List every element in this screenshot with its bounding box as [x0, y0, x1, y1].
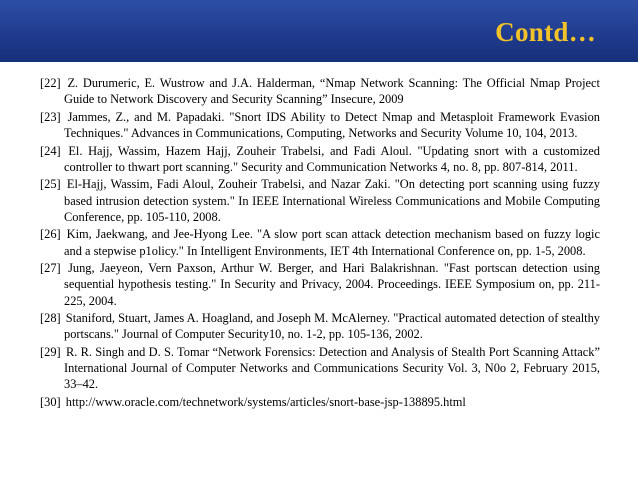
reference-item — [40, 260, 600, 309]
reference-item — [40, 226, 600, 258]
reference-number: [22] — [40, 76, 61, 90]
reference-number: [28] — [40, 311, 61, 326]
reference-item — [40, 75, 600, 107]
slide-header-bar — [0, 0, 638, 62]
reference-number: [25] — [40, 177, 61, 192]
reference-number: [24] — [40, 143, 61, 158]
reference-text: Jung, Jaeyeon, Vern Paxson, Arthur W. Berger, and Hari Balakrishnan. "Fast portscan detection using sequential hypothesis testing." In Security and Privacy, 2004. Proceedings. IEEE Symposium on, pp. 211-225, 2004. — [64, 261, 600, 308]
reference-text: R. R. Singh and D. S. Tomar “Network Forensics: Detection and Analysis of Stealth Port Scanning Attack” International Journal of Computer Networks and Communications Security Vol. 3, N0o 2, February 2015, 33–42. — [64, 344, 600, 392]
reference-text: Kim, Jaekwang, and Jee-Hyong Lee. "A slow port scan attack detection mechanism based on fuzzy logic and a stepwise p1olicy." In Intelligent Environments, IET 4th International Conference on, pp. 1-5, 2008. — [64, 227, 600, 258]
reference-list — [40, 75, 600, 412]
reference-text: http://www.oracle.com/technetwork/systems/articles/snort-base-jsp-138895.html — [65, 394, 466, 409]
reference-number: [30] — [40, 394, 61, 409]
reference-item — [40, 143, 600, 175]
reference-item — [40, 344, 600, 393]
reference-number: [27] — [40, 261, 61, 276]
reference-text: Jammes, Z., and M. Papadaki. "Snort IDS Ability to Detect Nmap and Metasploit Framework Evasion Techniques." Advances in Communications, Computing, Networks and Security Volume 10, 104, 2013. — [64, 109, 600, 140]
reference-item — [40, 394, 600, 410]
slide-title: Contd… — [495, 17, 596, 47]
reference-text: El-Hajj, Wassim, Fadi Aloul, Zouheir Trabelsi, and Nazar Zaki. "On detecting port scanning using fuzzy based intrusion detection system." In IEEE International Wireless Communications and Mobile Computing Conference, pp. 105-110, 2008. — [64, 177, 600, 224]
reference-text: Z. Durumeric, E. Wustrow and J.A. Halderman, “Nmap Network Scanning: The Official Nmap Project Guide to Network Discovery and Security Scanning” Insecure, 2009 — [64, 76, 600, 107]
reference-number: [26] — [40, 227, 61, 242]
reference-item — [40, 310, 600, 342]
reference-item — [40, 109, 600, 141]
reference-number: [23] — [40, 109, 61, 124]
reference-text: Staniford, Stuart, James A. Hoagland, and Joseph M. McAlerney. "Practical automated detection of stealthy portscans." Journal of Computer Security10, no. 1-2, pp. 105-136, 2002. — [64, 311, 600, 342]
reference-text: El. Hajj, Wassim, Hazem Hajj, Zouheir Trabelsi, and Fadi Aloul. "Updating snort with a customized controller to thwart port scanning." Security and Communication Networks 4, no. 8, pp. 807-814, 2011. — [64, 143, 600, 174]
reference-number: [29] — [40, 344, 61, 359]
reference-item — [40, 176, 600, 225]
